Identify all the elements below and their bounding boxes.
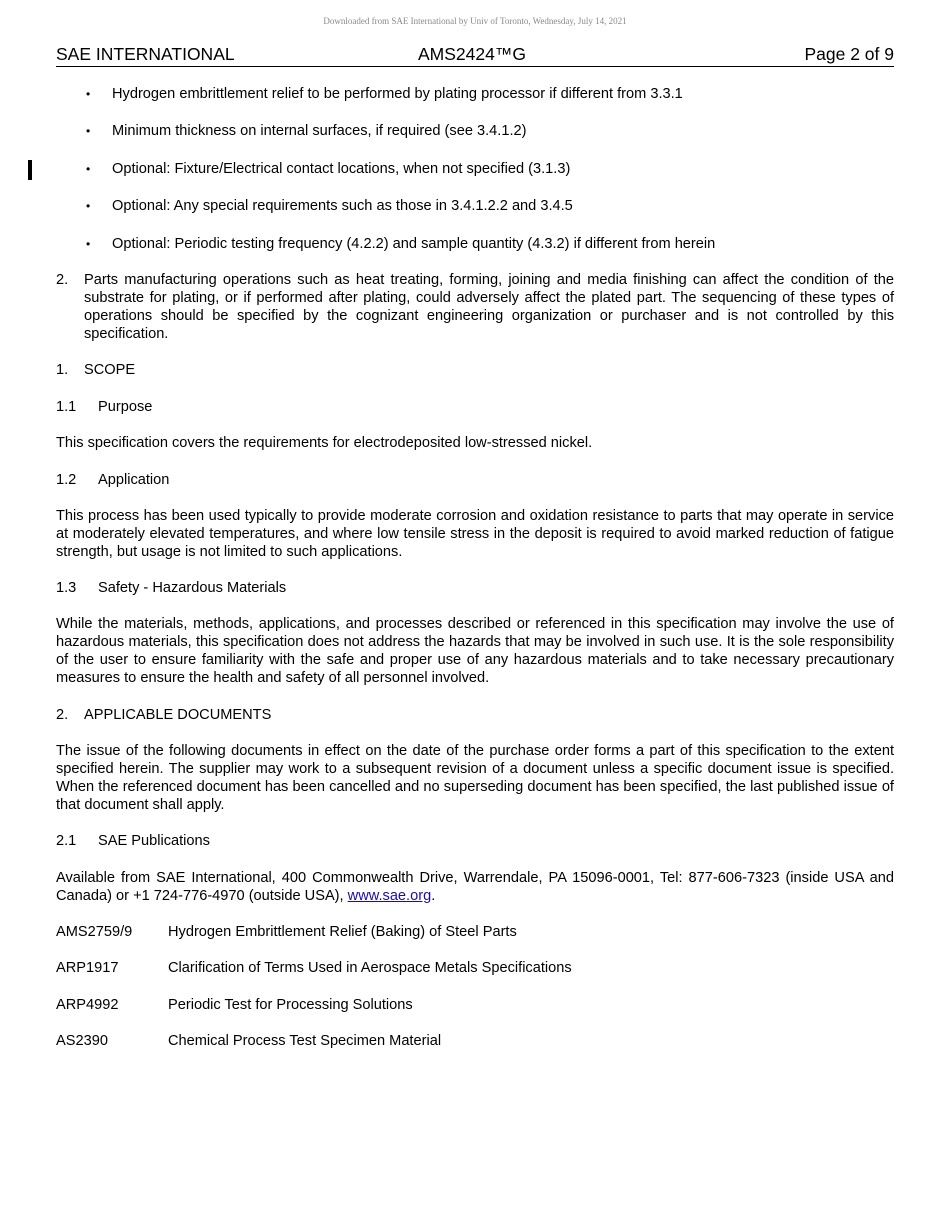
section-title: Safety - Hazardous Materials	[98, 580, 287, 596]
section-paragraph: While the materials, methods, applications, and processes described or referenced in this specification may involve the use of hazardous materials, this specification does not address the hazards that may be involved in such use. It is the sole responsibility of the user to ensure familiarity with the safe and proper use of any hazardous materials and to take necessary precautionary measures to ensure the health and safety of all personnel involved.	[56, 616, 894, 686]
list-item: Hydrogen embrittlement relief to be performed by plating processor if different from 3.3.1	[112, 86, 683, 102]
document-title: Periodic Test for Processing Solutions	[168, 997, 413, 1013]
header-doc-number: AMS2424™G	[418, 44, 526, 64]
bullet-glyph: •	[86, 199, 91, 213]
sae-website-link[interactable]: www.sae.org	[347, 888, 432, 904]
section-title: APPLICABLE DOCUMENTS	[84, 707, 272, 723]
bullet-glyph: •	[86, 162, 91, 176]
section-number: 2.1	[56, 833, 77, 849]
document-title: Clarification of Terms Used in Aerospace Metals Specifications	[168, 960, 572, 976]
page-header	[56, 44, 894, 67]
document-code: ARP4992	[56, 997, 119, 1013]
bullet-glyph: •	[86, 124, 91, 138]
note-paragraph: Parts manufacturing operations such as heat treating, forming, joining and media finishing can affect the condition of the substrate for plating, or if performed after plating, could adversely affect the plated part. The sequencing of these types of operations should be specified by the cognizant engineering organization or purchaser and is not controlled by this specification.	[84, 272, 894, 342]
bullet-glyph: •	[86, 87, 91, 101]
document-code: AMS2759/9	[56, 924, 133, 940]
section-title: Application	[98, 472, 170, 488]
section-title: SAE Publications	[98, 833, 210, 849]
revision-change-bar	[28, 160, 32, 180]
availability-text: Available from SAE International, 400 Commonwealth Drive, Warrendale, PA 15096-0001, Tel: 877-606-7323 (inside USA and Canada) or +1 724-776-4970 (outside USA),	[56, 870, 894, 904]
document-code: ARP1917	[56, 960, 119, 976]
period: .	[431, 888, 436, 904]
section-number: 1.	[56, 362, 69, 378]
bullet-glyph: •	[86, 237, 91, 251]
note-number: 2.	[56, 272, 69, 288]
download-watermark: Downloaded from SAE International by Univ of Toronto, Wednesday, July 14, 2021	[323, 16, 627, 26]
header-page-number: Page 2 of 9	[804, 44, 894, 64]
section-paragraph: The issue of the following documents in effect on the date of the purchase order forms a part of this specification to the extent specified herein. The supplier may work to a subsequent revision of a document unless a specific document issue is specified. When the referenced document has been cancelled and no superseding document has been specified, the last published issue of that document shall apply.	[56, 743, 894, 813]
section-title: Purpose	[98, 399, 153, 415]
list-item: Optional: Fixture/Electrical contact locations, when not specified (3.1.3)	[112, 161, 571, 177]
section-title: SCOPE	[84, 362, 136, 378]
section-paragraph: This process has been used typically to provide moderate corrosion and oxidation resistance to parts that may operate in service at moderately elevated temperatures, and where low tensile stress in the deposit is required to avoid marked reduction of fatigue strength, but usage is not limited to such applications.	[56, 508, 894, 560]
header-publisher: SAE INTERNATIONAL	[56, 44, 235, 64]
section-number: 1.2	[56, 472, 77, 488]
document-title: Chemical Process Test Specimen Material	[168, 1033, 442, 1049]
section-paragraph: This specification covers the requirements for electrodeposited low-stressed nickel.	[56, 435, 593, 451]
document-title: Hydrogen Embrittlement Relief (Baking) of Steel Parts	[168, 924, 517, 940]
list-item: Optional: Any special requirements such as those in 3.4.1.2.2 and 3.4.5	[112, 198, 573, 214]
list-item: Optional: Periodic testing frequency (4.2.2) and sample quantity (4.3.2) if different from herein	[112, 236, 716, 252]
section-number: 1.1	[56, 399, 77, 415]
section-number: 2.	[56, 707, 69, 723]
document-code: AS2390	[56, 1033, 108, 1049]
section-number: 1.3	[56, 580, 77, 596]
list-item: Minimum thickness on internal surfaces, if required (see 3.4.1.2)	[112, 123, 527, 139]
section-paragraph	[56, 869, 894, 905]
